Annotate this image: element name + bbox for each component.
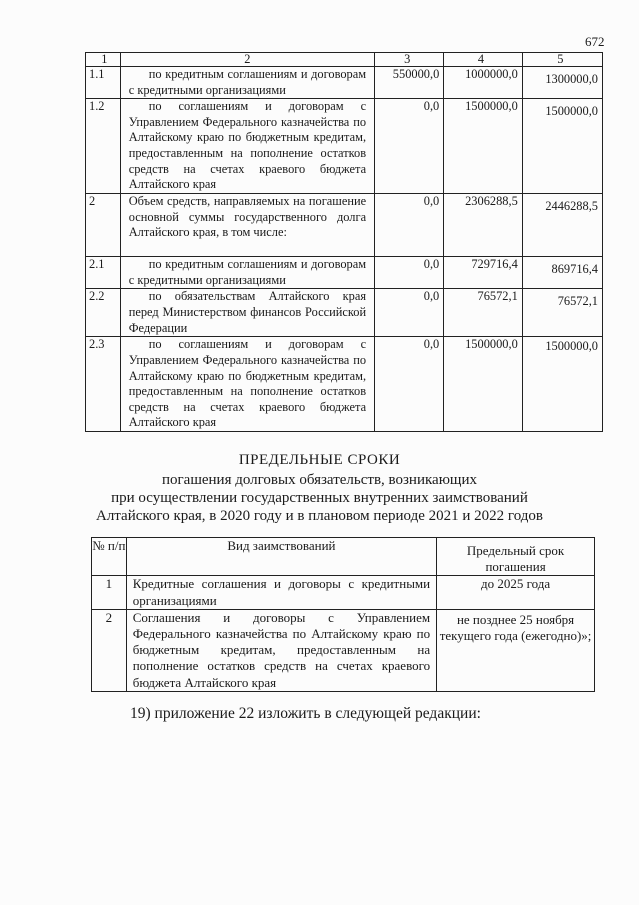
borrowing-kind: Кредитные соглашения и договоры с кредитными организациями (126, 576, 436, 609)
value-2022: 869716,4 (522, 257, 602, 289)
value-2022: 1500000,0 (522, 99, 602, 194)
value-2020: 550000,0 (375, 67, 444, 99)
column-number-4: 4 (444, 53, 523, 67)
row-number: 1.2 (86, 99, 121, 194)
row-number: 1.1 (86, 67, 121, 99)
row-description: по кредитным соглашениям и договорам с кредитными организациями (120, 67, 374, 99)
header-borrowing-kind: Вид заимствований (126, 538, 436, 576)
column-number-1: 1 (86, 53, 121, 67)
row-description: по кредитным соглашениям и договорам с кредитными организациями (120, 257, 374, 289)
value-2022: 76572,1 (522, 289, 602, 337)
row-description: по соглашениям и договорам с Управлением Федерального казначейства по Алтайскому краю по бюджетным кредитам, предоставленным на пополнение остатков средств на счетах краевого бюджета Алтайского края (120, 99, 374, 194)
value-2020: 0,0 (375, 337, 444, 432)
table-row (92, 576, 595, 609)
row-number: 2.2 (86, 289, 121, 337)
value-2020: 0,0 (375, 194, 444, 257)
header-repayment-term: Предельный срок погашения (437, 538, 595, 576)
value-2021: 1500000,0 (444, 337, 523, 432)
table-row (86, 257, 603, 289)
row-description: Объем средств, направляемых на погашение основной суммы государственного долга Алтайского края, в том числе: (120, 194, 374, 257)
section-subtitle-line: при осуществлении государственных внутренних заимствований (111, 490, 528, 506)
column-number-2: 2 (120, 53, 374, 67)
value-2020: 0,0 (375, 257, 444, 289)
section-subtitle-line: погашения долговых обязательств, возникающих (161, 472, 477, 488)
value-2021: 1000000,0 (444, 67, 523, 99)
table-header-row (92, 538, 595, 576)
repayment-term: до 2025 года (437, 576, 595, 609)
value-2021: 2306288,5 (444, 194, 523, 257)
closing-paragraph: 19) приложение 22 изложить в следующей редакции: (130, 705, 481, 722)
value-2020: 0,0 (375, 99, 444, 194)
repayment-terms-table (91, 537, 595, 692)
row-description: по соглашениям и договорам с Управлением Федерального казначейства по Алтайскому краю по бюджетным кредитам, предоставленным на пополнение остатков средств на счетах краевого бюджета Алтайского края (120, 337, 374, 432)
table-row (86, 337, 603, 432)
value-2021: 1500000,0 (444, 99, 523, 194)
header-number: № п/п (92, 538, 127, 576)
section-title: ПРЕДЕЛЬНЫЕ СРОКИ (238, 452, 401, 468)
table-header-row (86, 53, 603, 67)
row-number: 2 (92, 609, 127, 691)
row-number: 2.3 (86, 337, 121, 432)
table-row (86, 99, 603, 194)
section-subtitle-line: Алтайского края, в 2020 году и в плановом периоде 2021 и 2022 годов (95, 508, 543, 524)
page-number: 672 (585, 34, 605, 49)
table-row (92, 609, 595, 691)
value-2022: 2446288,5 (522, 194, 602, 257)
row-number: 2 (86, 194, 121, 257)
row-number: 2.1 (86, 257, 121, 289)
column-number-5: 5 (522, 53, 602, 67)
borrowing-kind: Соглашения и договоры с Управлением Федерального казначейства по Алтайскому краю по бюджетным кредитам, предоставленным на пополнение остатков средств на счетах краевого бюджета Алтайского края (126, 609, 436, 691)
table-row (86, 67, 603, 99)
borrowing-volume-table (85, 52, 603, 432)
row-number: 1 (92, 576, 127, 609)
value-2022: 1500000,0 (522, 337, 602, 432)
repayment-term: не позднее 25 ноября текущего года (ежегодно)»; (437, 609, 595, 691)
value-2021: 729716,4 (444, 257, 523, 289)
table-row (86, 194, 603, 257)
table-row (86, 289, 603, 337)
value-2020: 0,0 (375, 289, 444, 337)
row-description: по обязательствам Алтайского края перед Министерством финансов Российской Федерации (120, 289, 374, 337)
value-2021: 76572,1 (444, 289, 523, 337)
value-2022: 1300000,0 (522, 67, 602, 99)
column-number-3: 3 (375, 53, 444, 67)
